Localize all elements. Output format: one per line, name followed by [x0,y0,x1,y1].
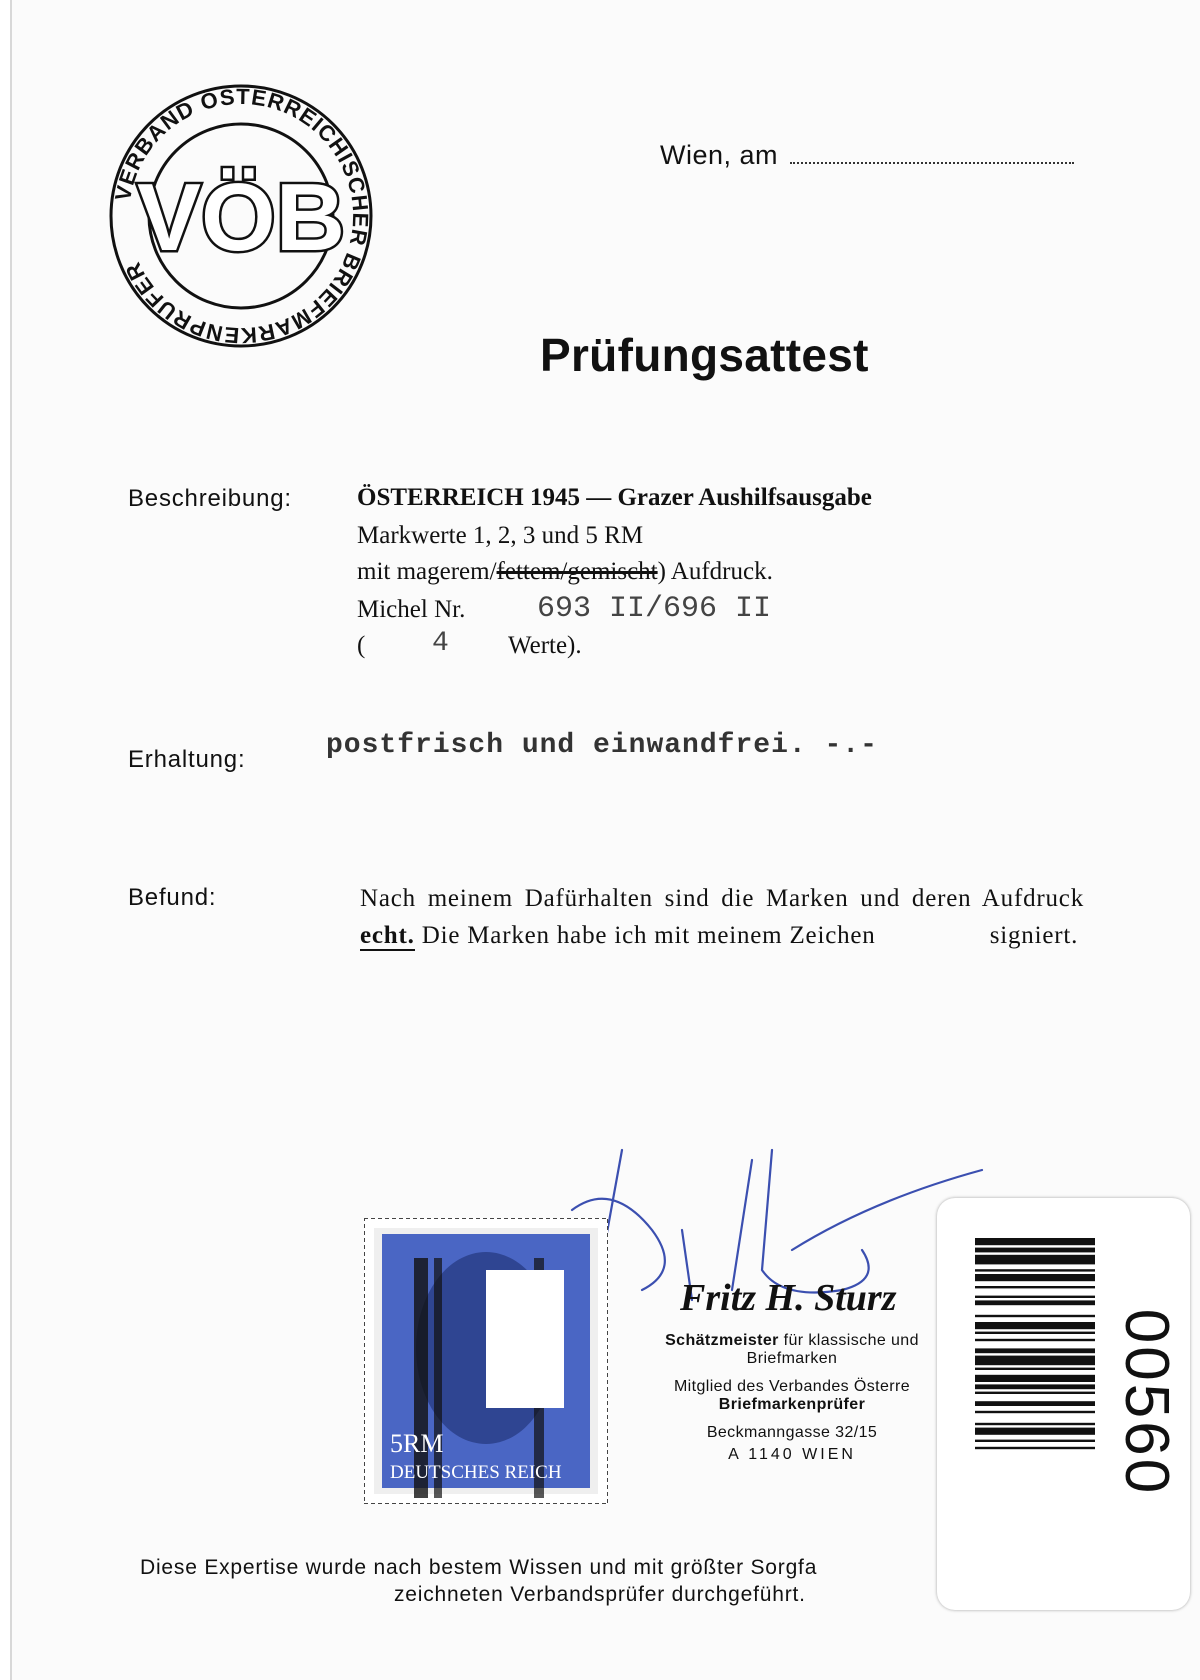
barcode-bar [975,1392,1095,1394]
barcode-bar [975,1238,1095,1245]
beschreibung-label: Beschreibung: [128,485,292,512]
barcode-bar [975,1339,1095,1341]
barcode-bar [975,1300,1095,1305]
postage-stamp [364,1218,608,1504]
barcode-number-wrap [1112,1232,1182,1572]
stamp-country-text: DEUTSCHES REICH [390,1462,562,1483]
appraiser-line-5: Beckmanngasse 32/15 [706,1424,878,1441]
barcode-bar [975,1368,1095,1370]
barcode-icon [975,1238,1095,1574]
befund-text-end: signiert. [989,922,1079,949]
voeb-seal [107,82,375,350]
appraiser-line-4: Briefmarkenprüfer [718,1396,866,1413]
appraiser-details [632,1332,952,1464]
barcode-bar [975,1447,1095,1449]
befund-echt: echt. [360,922,415,949]
barcode-bar [975,1255,1095,1265]
barcode-sticker [937,1198,1190,1610]
seal-monogram: VÖB [136,164,346,271]
footer-line-2: zeichneten Verbandsprüfer durchgeführt. [394,1583,806,1606]
erhaltung-label: Erhaltung: [128,746,246,773]
barcode-bar [975,1286,1095,1288]
certificate-title: Prüfungsattest [540,329,869,381]
description-line-3 [357,558,773,586]
michel-label: Michel Nr. [357,596,466,623]
city-label: Wien, am [660,140,779,170]
barcode-bar [975,1348,1095,1353]
seal-emblem [107,82,375,350]
barcode-bar [975,1332,1095,1334]
footer-line-1: Diese Expertise wurde nach bestem Wissen und mit größter Sorgfa [140,1556,818,1579]
overprint-type-prefix: mit magerem/ [357,558,497,585]
seal-ring-text: VERBAND ÖSTERREICHISCHER BRIEFMARKENPRÜFER [109,83,374,349]
appraiser-line-2: Briefmarken [746,1350,838,1367]
barcode-bar [975,1401,1095,1406]
condition-value: postfrisch und einwandfrei. -.- [326,730,878,761]
barcode-bar [975,1356,1095,1366]
overprint-type-suffix: ) Aufdruck. [657,558,773,585]
befund-text [360,880,1084,954]
barcode-bar [975,1411,1095,1413]
barcode-bar [975,1315,1095,1317]
barcode-number: 00560 [1112,1308,1182,1496]
befund-label: Befund: [128,884,217,911]
stamp-count: 4 [432,628,449,659]
struck-overprint-options: fettem/gemischt [496,558,658,585]
barcode-bar [975,1296,1095,1298]
stamp-value-text: 5RM [390,1429,444,1458]
barcode-bar [975,1428,1095,1435]
appraiser-line-3: Mitglied des Verbandes Österre [673,1378,911,1395]
barcode-bar [975,1274,1095,1281]
description-line-1: ÖSTERREICH 1945 — Grazer Aushilfsausgabe [357,484,872,511]
description-line-2: Markwerte 1, 2, 3 und 5 RM [357,522,644,549]
barcode-bar [975,1269,1095,1271]
barcode-bar [975,1384,1095,1389]
appraiser-line-1: Schätzmeister für klassische und [665,1332,919,1349]
befund-text-start: Nach meinem Dafürhalten sind die Marken und deren Aufdruck [360,885,1084,912]
barcode-bar [975,1423,1095,1425]
michel-number: 693 II/696 II [537,592,772,626]
barcode-bar [975,1248,1095,1253]
date-dotted-line [790,160,1074,164]
barcode-bar [975,1322,1095,1329]
barcode-bar [975,1375,1095,1382]
appraiser-signature: Fritz H. Sturz [680,1277,897,1319]
footer-note [140,1554,940,1608]
count-open-paren: ( [357,632,366,659]
appraiser-line-6: A 1140 WIEN [728,1446,856,1463]
stamp-image [364,1218,608,1504]
certificate-page [10,0,1200,1680]
count-werte: Werte). [508,632,582,659]
place-date-line [660,140,1074,171]
barcode-bar [975,1440,1095,1442]
befund-text-middle: Die Marken habe ich mit meinem Zeichen [421,922,876,949]
